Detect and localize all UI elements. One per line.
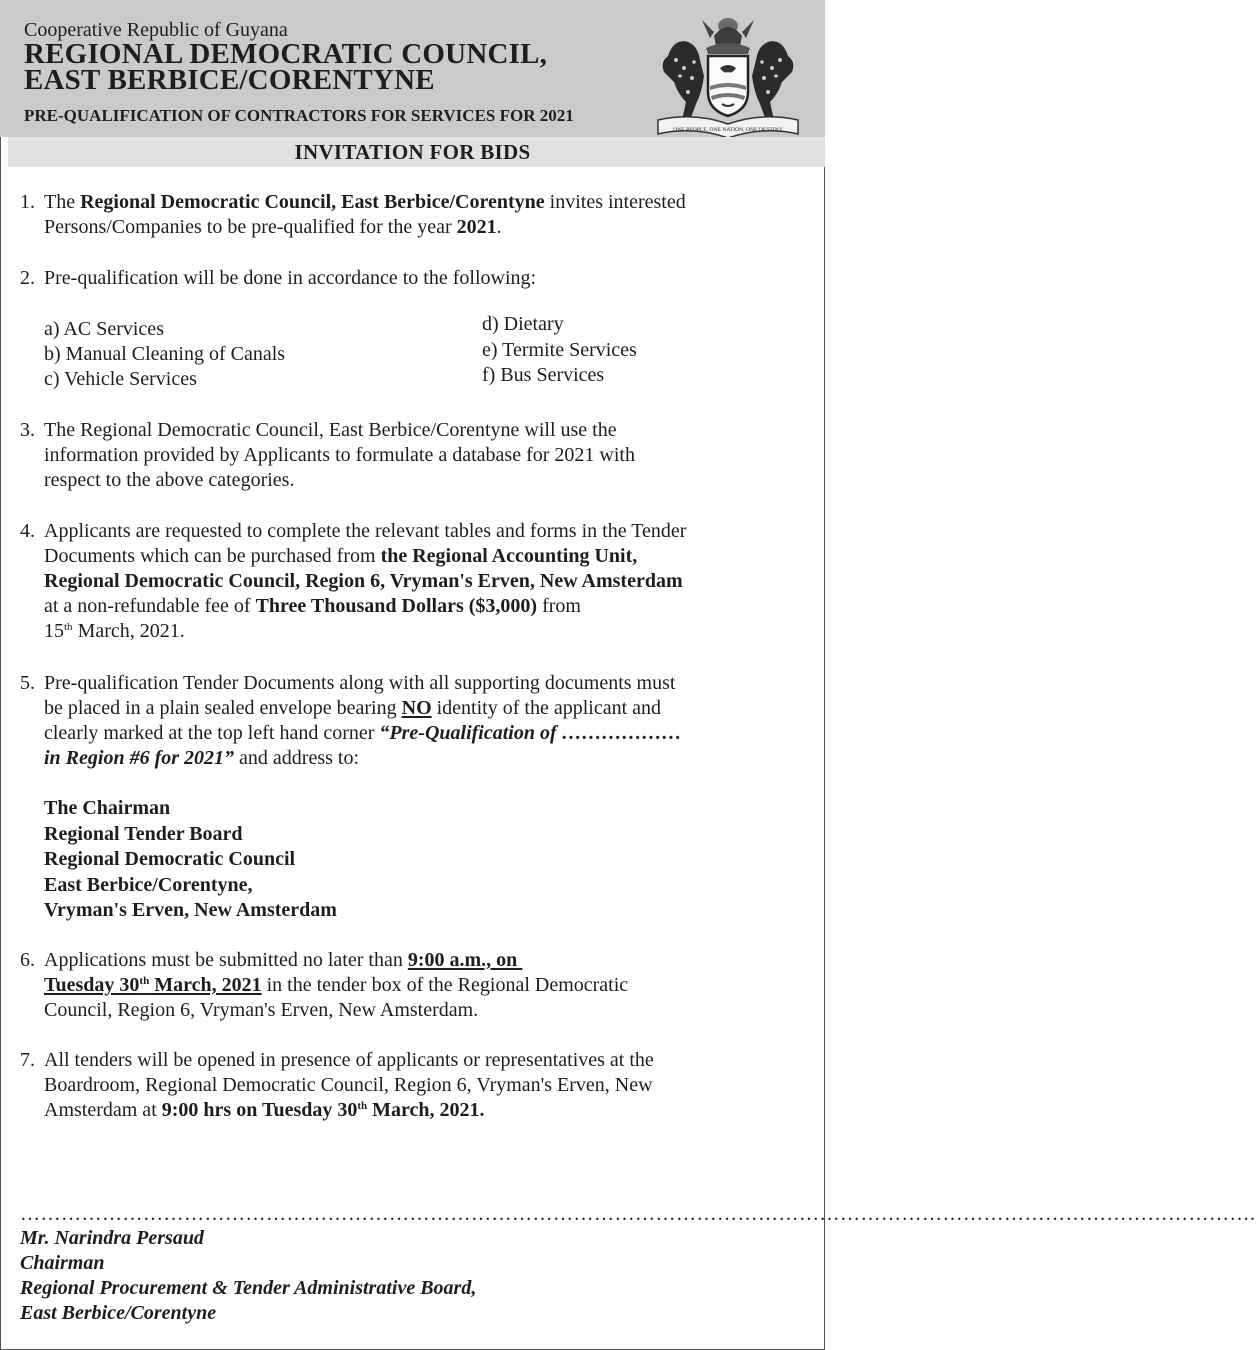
text-run: clearly marked at the top left hand corner xyxy=(44,722,380,744)
item-6 xyxy=(20,948,628,1023)
item-5 xyxy=(20,671,682,771)
category-e: e) Termite Services xyxy=(482,339,637,361)
item-number: 5. xyxy=(20,672,35,694)
text-run: invites interested xyxy=(544,191,686,213)
item-4-line-5 xyxy=(20,619,686,644)
item-7-line-3 xyxy=(20,1098,654,1123)
country-name: Cooperative Republic of Guyana xyxy=(24,19,288,41)
text-run: . xyxy=(496,216,502,238)
item-number: 3. xyxy=(20,419,35,441)
council-name-bold: Regional Democratic Council, East Berbice/Corentyne xyxy=(80,191,545,213)
text-run: March, 2021. xyxy=(72,620,185,642)
deadline-date xyxy=(44,974,262,996)
text-run: and address to: xyxy=(234,747,360,769)
text-run: in the tender box of the Regional Democratic xyxy=(261,974,629,996)
text-run: Amsterdam at xyxy=(44,1099,162,1121)
text-run: Applications must be submitted no later than xyxy=(44,949,408,971)
item-4 xyxy=(20,519,686,644)
item-7 xyxy=(20,1048,654,1123)
ordinal-suffix: th xyxy=(139,975,150,987)
council-name-line1: REGIONAL DEMOCRATIC COUNCIL, xyxy=(24,38,548,70)
text-run: The xyxy=(44,191,81,213)
header-subtitle: PRE-QUALIFICATION OF CONTRACTORS FOR SERVICES FOR 2021 xyxy=(24,106,574,125)
item-1 xyxy=(20,190,686,240)
item-5-line-2 xyxy=(20,696,682,721)
ordinal-suffix: th xyxy=(64,621,73,633)
ordinal-suffix: th xyxy=(357,1100,368,1112)
coat-of-arms-icon xyxy=(654,12,802,138)
item-number: 1. xyxy=(20,191,35,213)
council-name xyxy=(24,38,548,96)
category-d: d) Dietary xyxy=(482,313,564,335)
item-2-line-1: Pre-qualification will be done in accordance to the following: xyxy=(44,267,537,289)
item-4-line-3 xyxy=(20,569,686,594)
year-bold: 2021 xyxy=(456,216,497,238)
text-run: from xyxy=(537,595,581,617)
deadline-time: 9:00 a.m., on xyxy=(407,949,523,971)
item-1-line-2 xyxy=(20,215,686,240)
item-3 xyxy=(20,418,635,493)
address-line-5: Vryman's Erven, New Amsterdam xyxy=(44,899,337,921)
item-number: 6. xyxy=(20,949,35,971)
item-3-line-1: The Regional Democratic Council, East Berbice/Corentyne will use the xyxy=(44,419,617,441)
no-underlined: NO xyxy=(401,697,432,719)
item-6-line-3: Council, Region 6, Vryman's Erven, New Amsterdam. xyxy=(44,999,479,1021)
text-run: at a non-refundable fee of xyxy=(44,595,256,617)
item-4-line-4 xyxy=(20,594,686,619)
address-line-1: The Chairman xyxy=(44,797,171,819)
fee-bold: Three Thousand Dollars ($3,000) xyxy=(255,595,538,617)
marking-text: “Pre-Qualification of ……………… xyxy=(379,722,682,744)
category-b: b) Manual Cleaning of Canals xyxy=(44,343,286,365)
signatory-name: Mr. Narindra Persaud xyxy=(20,1227,204,1249)
item-7-line-1: All tenders will be opened in presence of applicants or representatives at the xyxy=(44,1049,654,1071)
item-number: 7. xyxy=(20,1049,35,1071)
item-2 xyxy=(20,266,536,291)
address-line-4: East Berbice/Corentyne, xyxy=(44,873,253,896)
text-run: March, 2021. xyxy=(367,1099,485,1121)
item-3-line-3: respect to the above categories. xyxy=(44,469,295,491)
item-4-line-1: Applicants are requested to complete the relevant tables and forms in the Tender xyxy=(44,520,687,542)
item-6-line-1 xyxy=(20,948,628,973)
item-1-line-1 xyxy=(20,190,686,215)
category-c: c) Vehicle Services xyxy=(44,368,197,390)
page-title: INVITATION FOR BIDS xyxy=(294,140,531,164)
text-run: 15 xyxy=(44,620,64,642)
item-3-line-2: information provided by Applicants to formulate a database for 2021 with xyxy=(44,444,635,466)
address-line-2: Regional Tender Board xyxy=(44,822,243,845)
address-line-3: Regional Democratic Council xyxy=(44,848,296,870)
council-name-line2: EAST BERBICE/CORENTYNE xyxy=(24,64,435,96)
category-f: f) Bus Services xyxy=(482,364,605,386)
opening-time xyxy=(162,1099,485,1121)
item-5-line-1: Pre-qualification Tender Documents along with all supporting documents must xyxy=(44,672,676,694)
text-run: identity of the applicant and xyxy=(431,697,661,719)
emblem-motto: ONE PEOPLE, ONE NATION, ONE DESTINY xyxy=(673,127,783,133)
item-4-line-2 xyxy=(20,544,686,569)
item-5-line-3 xyxy=(20,721,682,746)
text-run: Documents which can be purchased from xyxy=(44,545,381,567)
signatory-region: East Berbice/Corentyne xyxy=(20,1302,217,1324)
unit-bold: the Regional Accounting Unit, xyxy=(380,545,638,567)
text-run: Tuesday 30 xyxy=(44,974,140,996)
signature-line: ………………………………………………………………………………………………………………………………………………………………. xyxy=(20,1203,1256,1225)
text-run: be placed in a plain sealed envelope bearing xyxy=(44,697,402,719)
text-run: March, 2021 xyxy=(149,974,262,996)
address-bold: Regional Democratic Council, Region 6, Vryman's Erven, New Amsterdam xyxy=(44,570,683,592)
text-run: 9:00 hrs on Tuesday 30 xyxy=(161,1099,358,1121)
text-run: Persons/Companies to be pre-qualified for the year xyxy=(44,216,457,238)
address-block xyxy=(44,796,337,924)
item-number: 2. xyxy=(20,267,35,289)
signatory-board: Regional Procurement & Tender Administrative Board, xyxy=(20,1277,477,1299)
item-number: 4. xyxy=(20,520,35,542)
signatory-title: Chairman xyxy=(20,1252,105,1274)
category-a: a) AC Services xyxy=(44,318,164,340)
marking-text: in Region #6 for 2021” xyxy=(44,747,235,769)
item-6-line-2 xyxy=(20,973,628,998)
item-7-line-2: Boardroom, Regional Democratic Council, Region 6, Vryman's Erven, New xyxy=(44,1074,653,1096)
header-band xyxy=(0,0,825,137)
signature-block xyxy=(20,1226,476,1326)
item-5-line-4 xyxy=(20,746,682,771)
